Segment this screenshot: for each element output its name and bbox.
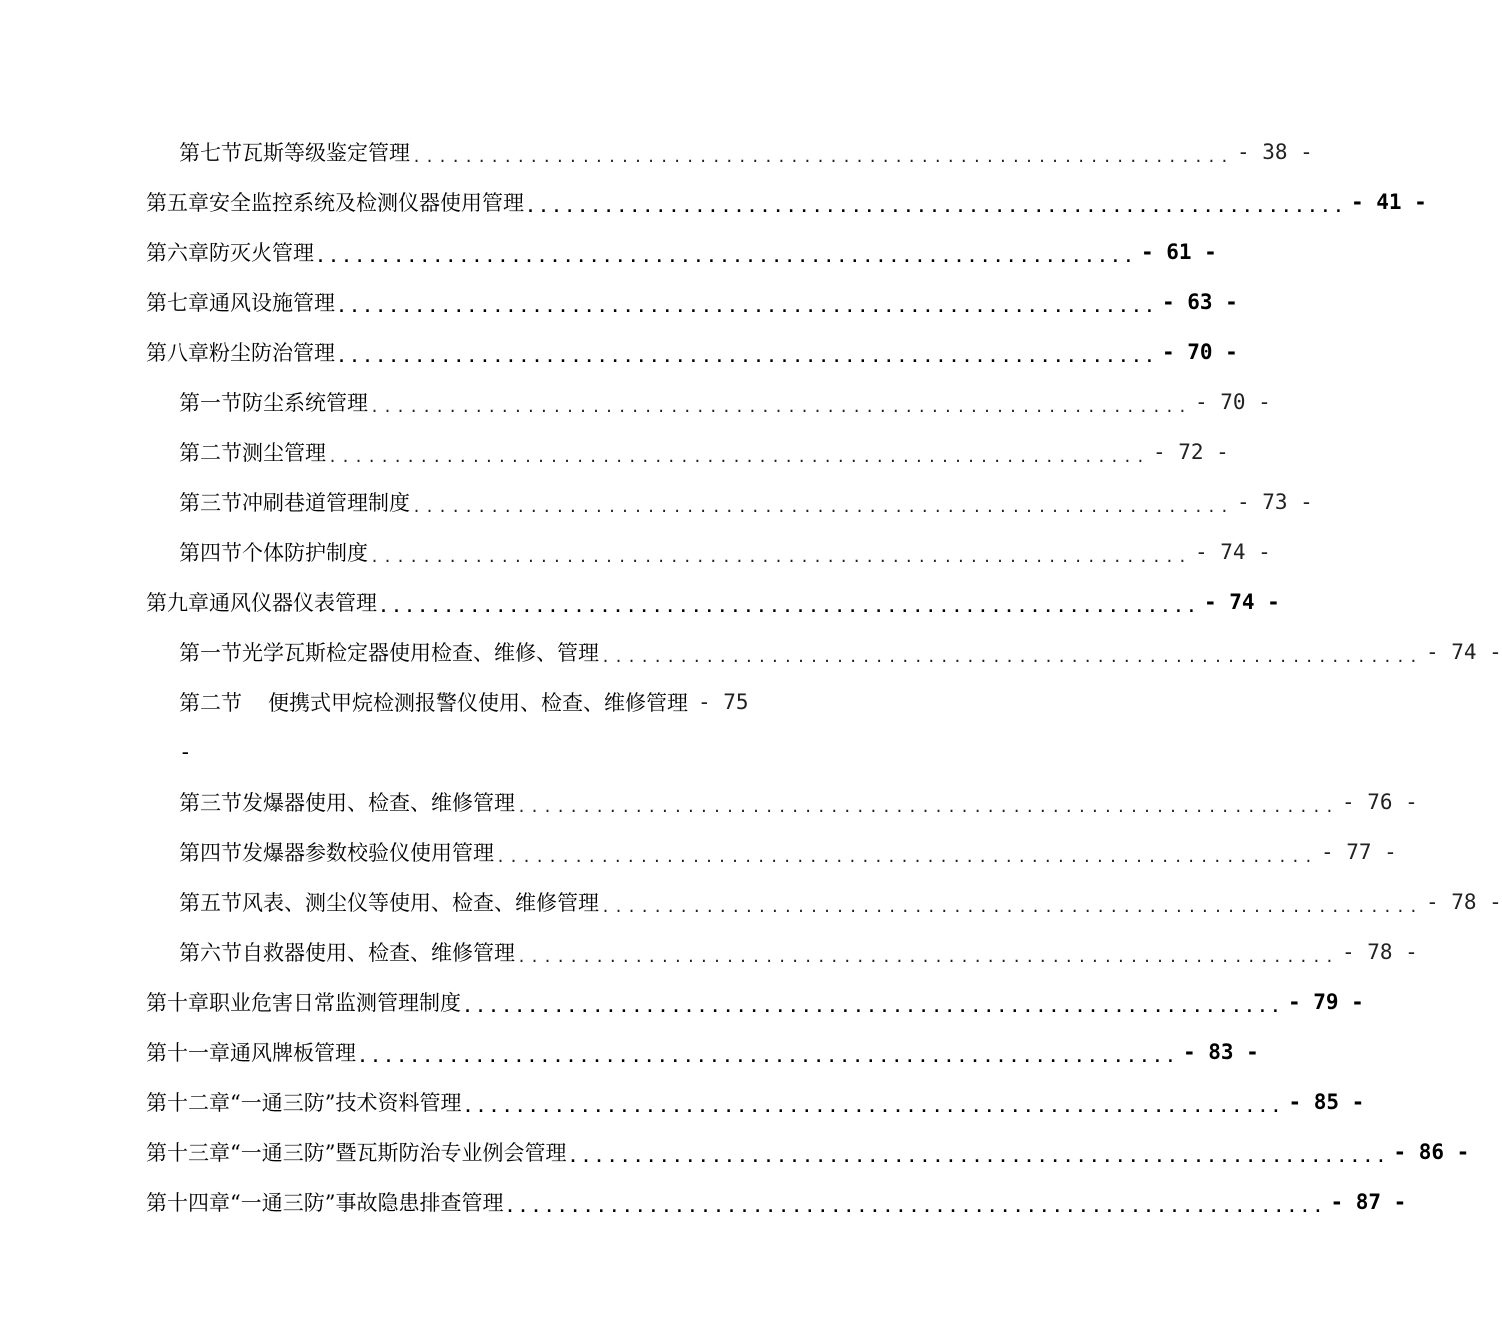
- toc-page-number: - 72 -: [1152, 440, 1229, 464]
- toc-dot-leader: ...............................................................: [337, 348, 1158, 366]
- toc-entry-title: 通风仪器仪表管理: [209, 591, 377, 615]
- toc-entry-title: “一通三防”技术资料管理: [230, 1091, 462, 1115]
- toc-entry-chapter[interactable]: [0, 277, 1238, 327]
- toc-entry-section[interactable]: [0, 427, 1229, 477]
- toc-page-number: - 70 -: [1194, 390, 1271, 414]
- toc-dot-leader: ...............................................................: [463, 998, 1284, 1016]
- toc-page-number: - 75: [698, 690, 749, 714]
- toc-entry-number: 第十二章: [146, 1091, 230, 1115]
- toc-page-number: - 61 -: [1140, 240, 1217, 264]
- toc-entry-number: 第十三章: [146, 1141, 230, 1165]
- toc-entry-section[interactable]: [0, 827, 1397, 877]
- toc-entry-number: 第十章: [146, 991, 209, 1015]
- toc-entry-number: 第四节: [179, 841, 242, 865]
- toc-entry-chapter[interactable]: [0, 327, 1238, 377]
- toc-entry-number: 第三节: [179, 791, 242, 815]
- toc-entry-number: 第七节: [179, 141, 242, 165]
- toc-dot-leader: ...............................................................: [316, 248, 1137, 266]
- toc-entry-section[interactable]: [0, 677, 810, 727]
- toc-entry-section[interactable]: [0, 527, 1271, 577]
- toc-entry-title: 防尘系统管理: [242, 391, 368, 415]
- toc-entry-section[interactable]: [0, 127, 1313, 177]
- toc-page-number: - 78 -: [1425, 890, 1502, 914]
- toc-entry-title: 通风设施管理: [209, 291, 335, 315]
- toc-dot-leader: ...............................................................: [505, 1198, 1327, 1216]
- toc-entry-title: 通风牌板管理: [230, 1041, 356, 1065]
- toc-entry-number: 第六节: [179, 941, 242, 965]
- toc-entry-section[interactable]: [0, 477, 1313, 527]
- toc-entry-number: 第八章: [146, 341, 209, 365]
- toc-entry-title: 职业危害日常监测管理制度: [209, 991, 461, 1015]
- toc-entry-number: 第一节: [179, 641, 242, 665]
- toc-entry-chapter[interactable]: [0, 227, 1217, 277]
- toc-page-number: - 83 -: [1182, 1040, 1259, 1064]
- toc-entry-title: 自救器使用、检查、维修管理: [242, 941, 515, 965]
- toc-dot-leader: ...............................................................: [601, 898, 1422, 916]
- toc-entry-section[interactable]: [0, 777, 1418, 827]
- toc-dot-leader: ...............................................................: [412, 498, 1233, 516]
- toc-entry-number: 第二节: [179, 441, 242, 465]
- toc-entry-section[interactable]: [0, 377, 1271, 427]
- toc-entry-chapter[interactable]: [0, 177, 1427, 227]
- toc-dot-leader: ...............................................................: [463, 1098, 1285, 1116]
- toc-page-number: - 74 -: [1194, 540, 1271, 564]
- toc-entry-chapter[interactable]: [0, 977, 1364, 1027]
- toc-entry-number: 第五节: [179, 891, 242, 915]
- toc-page-number-continuation: -: [179, 740, 192, 764]
- toc-entry-number: 第七章: [146, 291, 209, 315]
- toc-entry-number: 第十四章: [146, 1191, 230, 1215]
- toc-dot-leader: ...............................................................: [526, 198, 1347, 216]
- toc-dot-leader: ...............................................................: [412, 148, 1233, 166]
- toc-entry-title: 防灭火管理: [209, 241, 314, 265]
- toc-entry-number: 第二节: [179, 691, 242, 715]
- toc-dot-leader: ...............................................................: [517, 798, 1338, 816]
- toc-page-number: - 79 -: [1287, 990, 1364, 1014]
- toc-page-number: - 63 -: [1161, 290, 1238, 314]
- toc-entry-title: “一通三防”事故隐患排查管理: [230, 1191, 504, 1215]
- toc-page-number: - 85 -: [1288, 1090, 1365, 1114]
- toc-page-number: - 38 -: [1236, 140, 1313, 164]
- toc-entry-number: 第九章: [146, 591, 209, 615]
- toc-entry-number: 第三节: [179, 491, 242, 515]
- toc-entry-title: 粉尘防治管理: [209, 341, 335, 365]
- toc-entry-section[interactable]: [0, 877, 1502, 927]
- toc-dot-leader: ...............................................................: [568, 1148, 1390, 1166]
- toc-dot-leader: ...............................................................: [370, 548, 1191, 566]
- toc-entry-chapter[interactable]: [0, 1077, 1365, 1127]
- toc-page-number: - 76 -: [1341, 790, 1418, 814]
- toc-entry-section[interactable]: [0, 627, 1502, 677]
- toc-entry-chapter[interactable]: [0, 1127, 1470, 1177]
- toc-dot-leader: ...............................................................: [337, 298, 1158, 316]
- toc-page-number: - 74 -: [1425, 640, 1502, 664]
- toc-dot-leader: ...............................................................: [379, 598, 1200, 616]
- toc-entry-chapter[interactable]: [0, 1027, 1259, 1077]
- toc-entry-title: 光学瓦斯检定器使用检查、维修、管理: [242, 641, 599, 665]
- toc-dot-leader: ...............................................................: [517, 948, 1338, 966]
- toc-page-number: - 73 -: [1236, 490, 1313, 514]
- toc-page-number: - 86 -: [1393, 1140, 1470, 1164]
- toc-entry-title: 便携式甲烷检测报警仪使用、检查、维修管理: [268, 691, 688, 715]
- toc-entry-chapter[interactable]: [0, 577, 1280, 627]
- toc-entry-title: 安全监控系统及检测仪器使用管理: [209, 191, 524, 215]
- toc-page-number: - 77 -: [1320, 840, 1397, 864]
- toc-entry-number: 第十一章: [146, 1041, 230, 1065]
- toc-entry-title: 发爆器参数校验仪使用管理: [242, 841, 494, 865]
- toc-page-number: - 41 -: [1350, 190, 1427, 214]
- toc-dot-leader: ...............................................................: [370, 398, 1191, 416]
- toc-entry-title: “一通三防”暨瓦斯防治专业例会管理: [230, 1141, 567, 1165]
- toc-dot-leader: ...............................................................: [358, 1048, 1179, 1066]
- toc-entry-number: 第一节: [179, 391, 242, 415]
- toc-dot-leader: ...............................................................: [601, 648, 1422, 666]
- toc-entry-chapter[interactable]: [0, 1177, 1407, 1227]
- table-of-contents: [0, 127, 1502, 1227]
- toc-dot-leader: ...............................................................: [496, 848, 1317, 866]
- toc-entry-title: 风表、测尘仪等使用、检查、维修管理: [242, 891, 599, 915]
- toc-entry-title: 冲刷巷道管理制度: [242, 491, 410, 515]
- toc-dot-leader: ...............................................................: [328, 448, 1149, 466]
- toc-page-number: - 78 -: [1341, 940, 1418, 964]
- toc-entry-section[interactable]: [0, 927, 1418, 977]
- toc-entry-title: 瓦斯等级鉴定管理: [242, 141, 410, 165]
- toc-entry-title: 个体防护制度: [242, 541, 368, 565]
- toc-page-number: - 74 -: [1203, 590, 1280, 614]
- toc-entry-number: 第六章: [146, 241, 209, 265]
- toc-wrap-line: [0, 727, 950, 777]
- toc-page-number: - 70 -: [1161, 340, 1238, 364]
- toc-page-number: - 87 -: [1330, 1190, 1407, 1214]
- toc-entry-title: 发爆器使用、检查、维修管理: [242, 791, 515, 815]
- toc-entry-number: 第五章: [146, 191, 209, 215]
- toc-entry-title: 测尘管理: [242, 441, 326, 465]
- toc-entry-number: 第四节: [179, 541, 242, 565]
